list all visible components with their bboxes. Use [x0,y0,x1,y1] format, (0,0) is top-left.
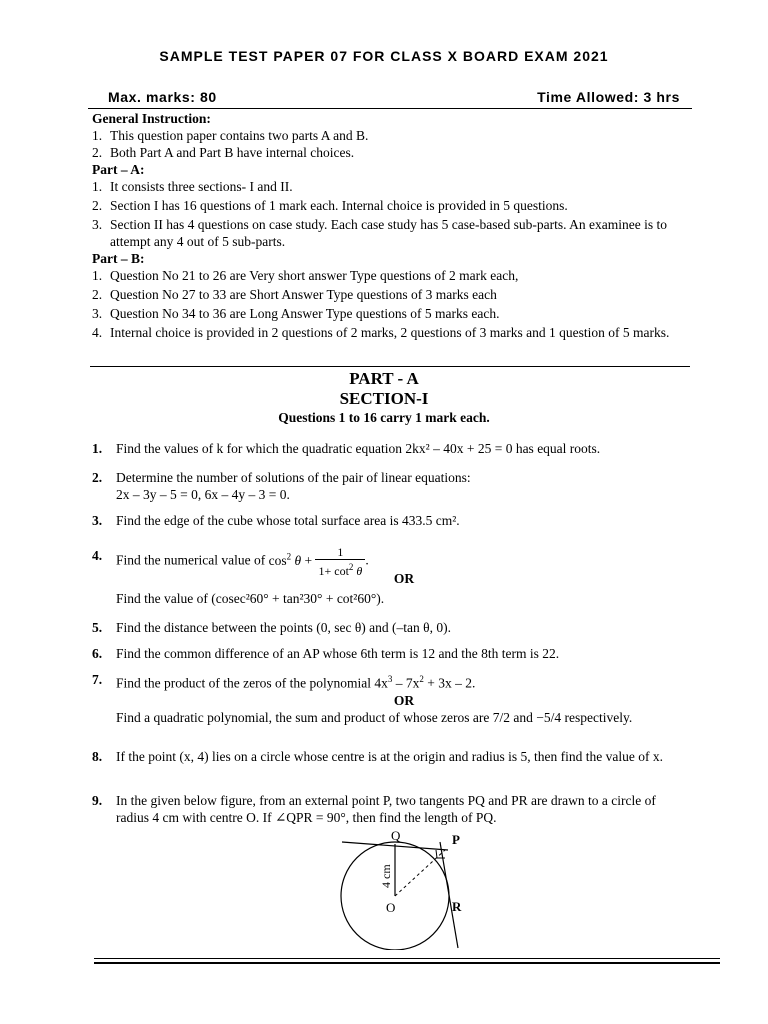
item-number: 1. [92,128,103,143]
item-text: Internal choice is provided in 2 questions of 2 marks, 2 questions of 3 marks and 1 question of 5 marks. [110,325,670,340]
item-number: 2. [92,145,103,160]
question-number: 7. [92,672,103,687]
footer-rule-thick [94,962,720,964]
label-o: O [386,900,396,915]
marks-note: Questions 1 to 16 carry 1 mark each. [278,410,490,425]
general-instruction-heading: General Instruction: [92,111,211,126]
question-7 [92,671,692,726]
question-number: 9. [92,793,103,808]
denominator-text: 1+ cot [318,563,349,578]
question-8 [92,748,692,765]
item-text: Question No 27 to 33 are Short Answer Type questions of 3 marks each [110,287,497,302]
question-1 [92,440,692,457]
question-number: 5. [92,620,103,635]
time-allowed: Time Allowed: 3 hrs [537,89,680,105]
item-number: 3. [92,306,103,321]
part-a-heading: Part – A: [92,162,145,177]
exponent: 3 [387,674,393,684]
item-text: Question No 21 to 26 are Very short answer Type questions of 2 mark each, [110,268,519,283]
item-number: 4. [92,325,103,340]
question-equations: 2x – 3y – 5 = 0, 6x – 4y – 3 = 0. [116,487,290,502]
paper-title: SAMPLE TEST PAPER 07 FOR CLASS X BOARD EXAM 2021 [159,48,609,64]
tangent-circle-figure [330,828,480,950]
question-9 [92,792,692,826]
instruction-item [92,286,692,303]
section-heading [0,369,768,409]
instructions [92,110,692,341]
text-part: – 7x [392,675,420,691]
label-p: P [452,832,460,847]
part-b-heading: Part – B: [92,251,145,266]
theta: θ [294,552,302,568]
item-text: This question paper contains two parts A and B. [110,128,369,143]
question-text: Find the common difference of an AP whose 6th term is 12 and the 8th term is 22. [116,646,560,661]
or-label: OR [393,692,415,708]
fraction-numerator: 1 [315,545,365,560]
line-op [395,850,445,896]
plus-sign: + [304,552,313,568]
item-number: 1. [92,179,103,194]
part-title: PART - A [349,369,419,388]
section-title: SECTION-I [339,389,429,408]
question-4 [92,538,692,607]
item-number: 1. [92,268,103,283]
fraction [315,545,365,578]
item-number: 2. [92,198,103,213]
instruction-item [92,178,692,195]
question-3 [92,512,692,529]
or-label: OR [393,571,415,586]
label-r: R [452,899,462,914]
alternative-question: Find the value of (cosec²60° + tan²30° + cot²60°). [116,591,385,606]
instruction-item [92,324,692,341]
question-number: 1. [92,441,103,456]
question-text: Find the values of k for which the quadratic equation 2kx² – 40x + 25 = 0 has equal roots. [116,441,601,456]
instruction-item [92,305,692,322]
question-2 [92,469,692,503]
item-text: Section I has 16 questions of 1 mark each. Internal choice is provided in 5 questions. [110,198,568,213]
instruction-item [92,144,692,161]
instruction-item [92,267,692,284]
alternative-question: Find a quadratic polynomial, the sum and product of whose zeros are 7/2 and −5/4 respectively. [116,709,633,725]
item-number: 2. [92,287,103,302]
instruction-item [92,216,692,250]
item-text: It consists three sections- I and II. [110,179,293,194]
item-text: Section II has 4 questions on case study. Each case study has 5 case-based sub-parts. An examinee is to attempt any 4 out of 5 sub-parts. [110,217,667,249]
text-part: + 3x – 2. [423,675,476,691]
header-divider [88,108,692,109]
period: . [365,552,369,568]
footer-rule-thin [94,958,720,959]
item-number: 3. [92,217,103,232]
label-q: Q [391,828,401,843]
item-text: Question No 34 to 36 are Long Answer Type questions of 5 marks each. [110,306,500,321]
text-part: Find the product of the zeros of the polynomial 4x [116,675,388,691]
question-5 [92,619,692,636]
marks-row [108,89,680,105]
question-number: 8. [92,749,103,764]
question-6 [92,645,692,662]
question-text: Find the edge of the cube whose total surface area is 433.5 cm². [116,513,460,528]
question-text: Find the numerical value of [116,552,266,568]
instruction-item [92,127,692,144]
question-text [116,671,692,692]
question-number: 4. [92,548,103,563]
question-number: 3. [92,513,103,528]
radius-label: 4 cm [379,864,393,888]
section-divider [90,366,690,367]
instruction-item [92,197,692,214]
theta: θ [356,563,363,578]
max-marks: Max. marks: 80 [108,89,217,105]
exponent: 2 [419,674,424,684]
fraction-denominator: $1+ \cot^2 \theta$ [318,561,363,578]
question-text: In the given below figure, from an external point P, two tangents PQ and PR are drawn to a circle of radius 4 cm with centre O. If ∠QPR = 90°, then find the length of PQ. [116,793,656,825]
question-text: Find the distance between the points (0, sec θ) and (–tan θ, 0). [116,620,451,635]
math-cos: $\cos^2 \theta$ + [268,551,313,568]
question-number: 6. [92,646,103,661]
question-text: If the point (x, 4) lies on a circle whose centre is at the origin and radius is 5, then find the value of x. [116,749,663,764]
cos-text: cos [268,552,287,568]
item-text: Both Part A and Part B have internal choices. [110,145,355,160]
question-text: Determine the number of solutions of the pair of linear equations: [116,470,471,485]
question-number: 2. [92,470,103,485]
